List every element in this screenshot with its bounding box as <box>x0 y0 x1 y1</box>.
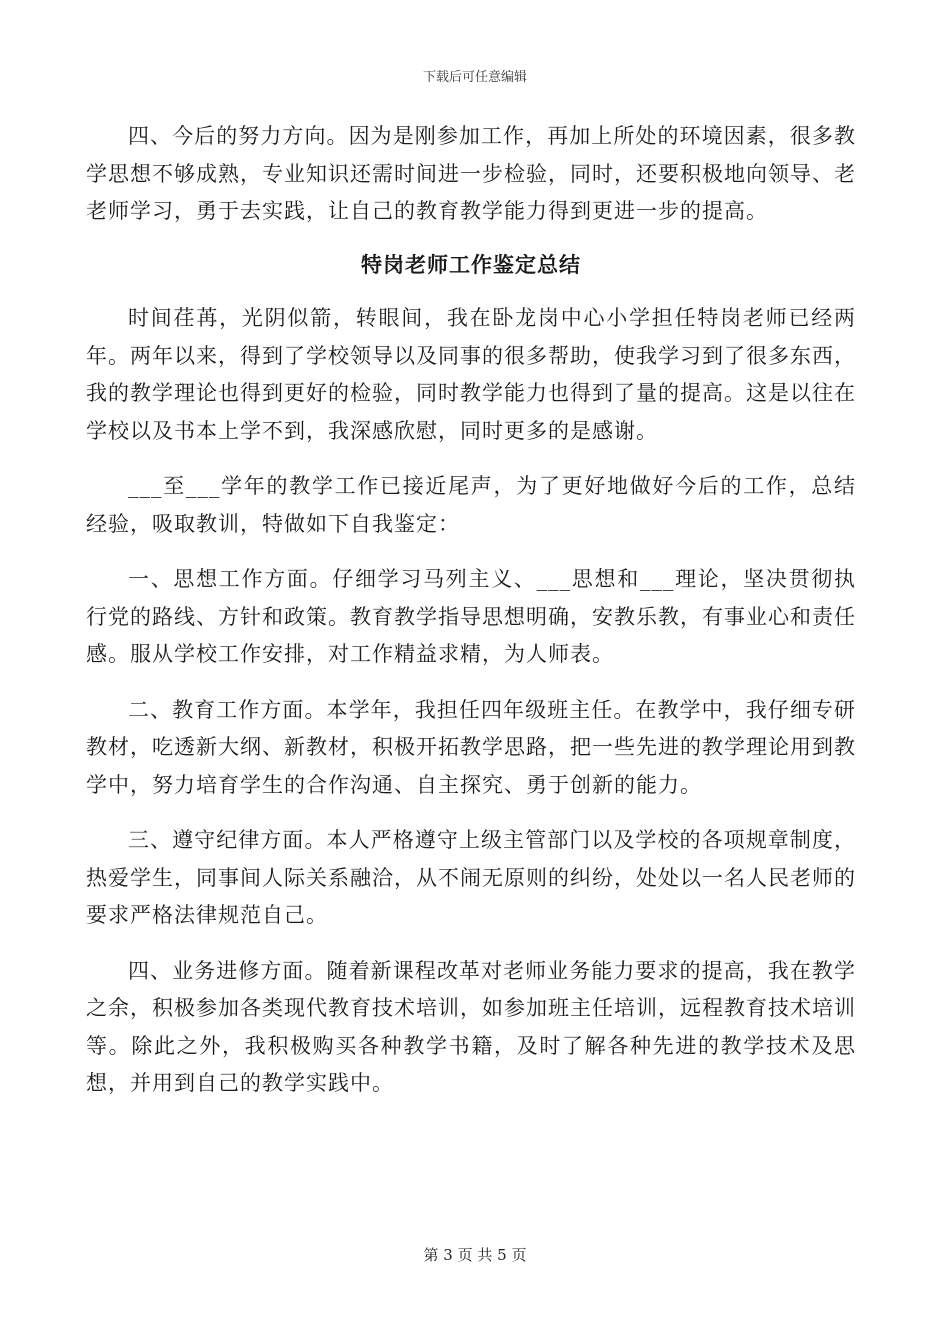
paragraph-intro: 时间荏苒，光阴似箭，转眼间，我在卧龙岗中心小学担任特岗老师已经两年。两年以来，得到了学校领导以及同事的很多帮助，使我学习到了很多东西，我的教学理论也得到更好的检验，同时教学能力也得到了量的提高。这是以往在学校以及书本上学不到，我深感欣慰，同时更多的是感谢。 <box>86 306 856 443</box>
document-body <box>86 118 856 1103</box>
page-footer: 第 3 页 共 5 页 <box>423 1246 527 1264</box>
paragraph-summary-purpose: ___至___学年的教学工作已接近尾声，为了更好地做好今后的工作，总结经验，吸取教训，特做如下自我鉴定： <box>86 474 856 536</box>
paragraph-future-direction: 四、今后的努力方向。因为是刚参加工作，再加上所处的环境因素，很多教学思想不够成熟，专业知识还需时间进一步检验，同时，还要积极地向领导、老老师学习，勇于去实践，让自己的教育教学能力得到更进一步的提高。 <box>86 124 856 223</box>
page-header: 下载后可任意编辑 <box>422 70 527 85</box>
paragraph-discipline: 三、遵守纪律方面。本人严格遵守上级主管部门以及学校的各项规章制度，热爱学生，同事间人际关系融洽，从不闹无原则的纠纷，处处以一名人民老师的要求严格法律规范自己。 <box>86 828 856 927</box>
document-title: 特岗老师工作鉴定总结 <box>361 252 581 277</box>
paragraph-ideology: 一、思想工作方面。仔细学习马列主义、___思想和___理论，坚决贯彻执行党的路线、方针和政策。教育教学指导思想明确，安教乐教，有事业心和责任感。服从学校工作安排，对工作精益求精，为人师表。 <box>86 567 856 666</box>
paragraph-professional-development: 四、业务进修方面。随着新课程改革对老师业务能力要求的提高，我在教学之余，积极参加各类现代教育技术培训，如参加班主任培训，远程教育技术培训等。除此之外，我积极购买各种教学书籍，及时了解各种先进的教学技术及思想，并用到自己的教学实践中。 <box>86 958 856 1095</box>
paragraph-education-work: 二、教育工作方面。本学年，我担任四年级班主任。在教学中，我仔细专研教材，吃透新大纲、新教材，积极开拓教学思路，把一些先进的教学理论用到教学中，努力培育学生的合作沟通、自主探究、勇于创新的能力。 <box>86 697 856 797</box>
